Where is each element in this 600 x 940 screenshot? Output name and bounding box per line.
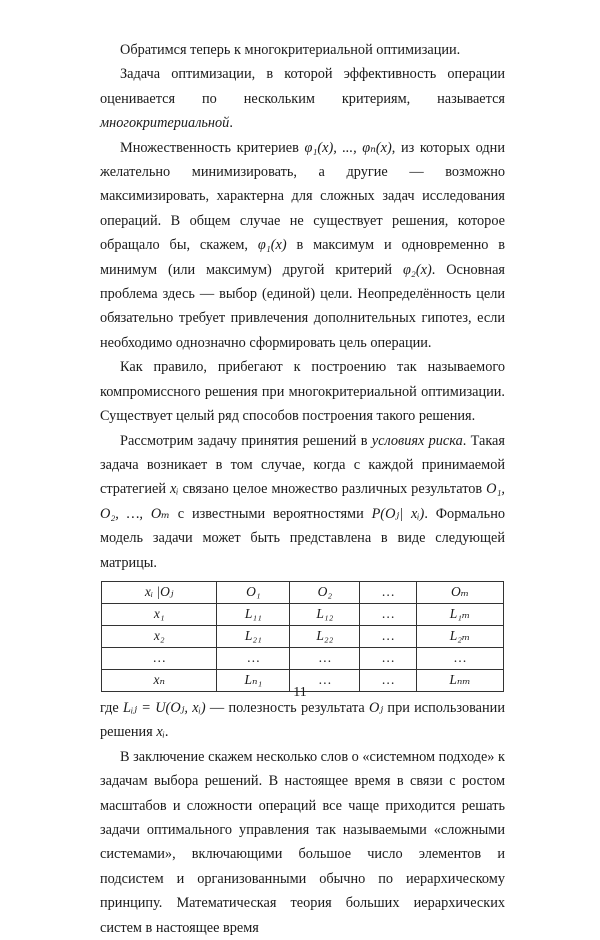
risk-text-e: . Формально модель задачи может быть представлена в виде следующей матрицы. xyxy=(100,505,505,571)
paragraph-criteria xyxy=(100,136,505,356)
utility-text-a: где xyxy=(100,699,124,716)
matrix-header-cell: O₁ xyxy=(217,581,290,603)
matrix-row xyxy=(102,625,504,647)
utility-oj: Oⱼ xyxy=(369,699,384,716)
matrix-header-cell: xᵢ |Oⱼ xyxy=(102,581,217,603)
page-body xyxy=(100,38,505,940)
matrix-cell: L₂₂ xyxy=(290,625,360,647)
criteria-formula: φ₁(x), ..., φₙ(x) xyxy=(304,139,392,156)
risk-text-b: . Такая задача возникает в том случае, когда с каждой принимаемой стратегией xyxy=(100,432,505,498)
criteria-text-a: Множественность критериев xyxy=(120,139,305,156)
matrix-cell: L₁₁ xyxy=(217,603,290,625)
utility-xi: xᵢ xyxy=(156,724,165,741)
matrix-cell: … xyxy=(360,647,417,669)
matrix-cell: … xyxy=(360,669,417,691)
risk-probability: P(Oⱼ| xᵢ) xyxy=(371,505,425,522)
definition-end: . xyxy=(229,115,233,132)
paragraph-risk xyxy=(100,429,505,575)
paragraph-definition xyxy=(100,62,505,135)
matrix-cell: x₁ xyxy=(102,603,217,625)
risk-text-a: Рассмотрим задачу принятия решений в xyxy=(120,432,372,449)
risk-text-d: с известными вероятностями xyxy=(169,505,372,522)
matrix-cell: Lₙₘ xyxy=(416,669,503,691)
risk-outcomes: O₁, O₂, …, Oₘ xyxy=(100,481,505,522)
matrix-cell: … xyxy=(102,647,217,669)
criteria-text-c: в максимум и одновременно в минимум (или максимум) другой критерий xyxy=(100,237,506,278)
matrix-cell: … xyxy=(290,647,360,669)
matrix-cell: L₁₂ xyxy=(290,603,360,625)
matrix-header-cell: Oₘ xyxy=(416,581,503,603)
matrix-cell: xₙ xyxy=(102,669,217,691)
risk-text-c: связано целое множество различных результатов xyxy=(178,481,487,498)
risk-term: условиях риска xyxy=(371,432,463,449)
definition-text: Задача оптимизации, в которой эффективность операции оценивается по нескольким критериям, называется xyxy=(100,66,505,107)
paragraph-compromise xyxy=(100,355,505,428)
matrix-cell: L₂₁ xyxy=(217,625,290,647)
matrix-cell: L₁ₘ xyxy=(416,603,503,625)
criteria-phi1: φ₁(x) xyxy=(257,237,287,254)
matrix-cell: Lₙ₁ xyxy=(217,669,290,691)
matrix-header-row xyxy=(102,581,504,603)
matrix-header-cell: O₂ xyxy=(290,581,360,603)
criteria-phi2: φ₂(x) xyxy=(402,261,432,278)
compromise-text: Как правило, прибегают к построению так называемого компромиссного решения при многокритериальной оптимизации. Существует целый ряд способов построения такого решения. xyxy=(100,359,505,425)
paragraph-systems xyxy=(100,745,505,940)
systems-text: В заключение скажем несколько слов о «системном подходе» к задачам выбора решений. В настоящее время в связи с ростом масштабов и сложности операций все чаще приходится решать задачи оптимального управления так называемыми «сложными системами», включающими большое число элементов и подсистем и организованными обычно по иерархическому принципу. Математическая теория больших иерархических систем в настоящее время xyxy=(100,748,505,936)
utility-text-c: при использовании решения xyxy=(100,699,505,741)
matrix-cell: … xyxy=(290,669,360,691)
matrix-row xyxy=(102,647,504,669)
definition-term: многокритериальной xyxy=(100,115,230,132)
paragraph-intro xyxy=(100,38,505,62)
matrix-cell: L₂ₘ xyxy=(416,625,503,647)
matrix-header-cell: … xyxy=(360,581,417,603)
criteria-text-b: , из которых одни желательно минимизировать, а другие — возможно максимизировать, характерна для сложных задач исследования операций. В общем случае не существует решения, которое обращало бы, скажем, xyxy=(100,139,505,254)
matrix-cell: … xyxy=(416,647,503,669)
intro-text: Обратимся теперь к многокритериальной оптимизации. xyxy=(120,42,461,58)
matrix-cell: x₂ xyxy=(102,625,217,647)
matrix-row xyxy=(102,603,504,625)
matrix-cell: … xyxy=(360,603,417,625)
utility-text-d: . xyxy=(164,724,169,741)
risk-xi: xᵢ xyxy=(169,481,179,498)
paragraph-utility xyxy=(100,696,505,745)
matrix-cell: … xyxy=(360,625,417,647)
decision-matrix xyxy=(101,581,504,692)
utility-formula: Lᵢⱼ = U(Oⱼ, xᵢ) xyxy=(123,699,206,716)
utility-text-b: — полезность результата xyxy=(205,699,370,716)
matrix-cell: … xyxy=(217,647,290,669)
criteria-text-d: . Основная проблема здесь — выбор (единой) цели. Неопределённость цели обязательно требует привлечения дополнительных гипотез, если необходимо однозначно сформировать цель операции. xyxy=(100,261,505,351)
page-number: 11 xyxy=(293,685,307,700)
